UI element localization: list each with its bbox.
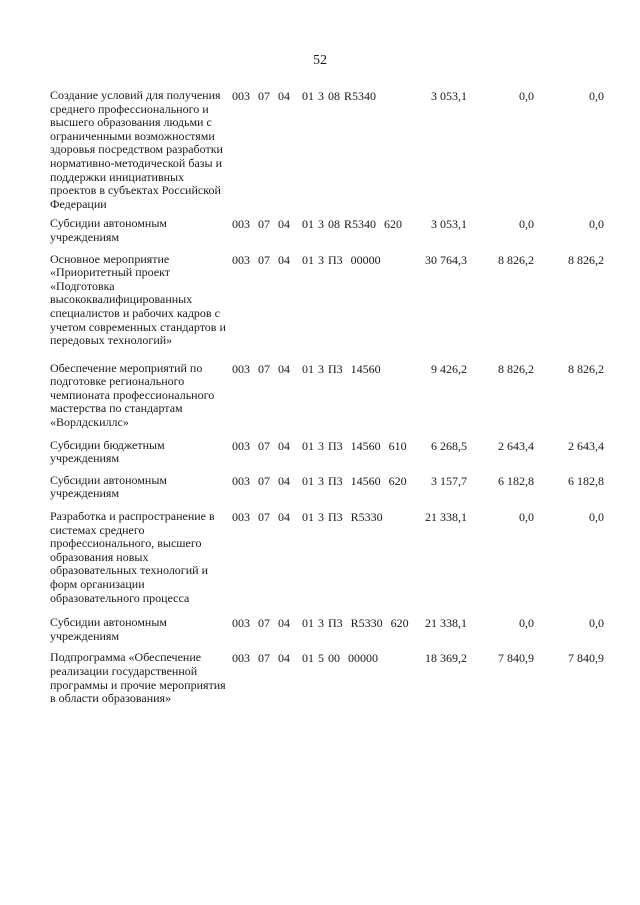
row-value-1: 3 053,1 — [431, 217, 467, 232]
row-value-1: 6 268,5 — [431, 438, 467, 453]
row-value-2: 7 840,9 — [498, 651, 534, 666]
row-value-1: 3 053,1 — [431, 89, 467, 103]
row-name: Субсидии автономным учреждениям — [50, 216, 167, 244]
row-value-1: 3 157,7 — [431, 473, 467, 488]
row-value-1: 21 338,1 — [425, 616, 467, 631]
row-code: 003 07 04 01 3 П3 00000 — [232, 252, 381, 267]
row-value-2: 0,0 — [519, 217, 534, 232]
row-name: Основное мероприятие «Приоритетный проект «Подготовка высококвалифицированных специалистов и рабочих кадров с учетом современных стандартов и передовых технологий» — [50, 251, 226, 348]
row-code: 003 07 04 01 5 00 00000 — [232, 651, 378, 666]
row-name: Субсидии автономным учреждениям — [50, 472, 167, 501]
row-value-1: 21 338,1 — [425, 510, 467, 525]
row-value-2: 0,0 — [519, 510, 534, 525]
row-value-3: 0,0 — [589, 616, 604, 631]
row-name: Создание условий для получения среднего профессионального и высшего образования людьми с ограниченными возможностями здоровья посредством разработки нормативно-методической базы и поддержки инициативных проектов в субъектах Российской Федерации — [50, 88, 223, 211]
row-code: 003 07 04 01 3 08 R5340 — [232, 89, 377, 103]
row-value-3: 0,0 — [589, 217, 604, 232]
row-name: Разработка и распространение в системах среднего профессионального, высшего образования новых образовательных технологий и форм организации образовательного процесса — [50, 509, 215, 605]
budget-table — [50, 89, 620, 714]
row-value-2: 0,0 — [519, 89, 534, 103]
row-name: Обеспечение мероприятий по подготовке регионального чемпионата профессионального мастерства по стандартам «Ворлдскиллс» — [50, 360, 215, 430]
table-row — [50, 439, 620, 466]
table-row — [50, 362, 620, 430]
row-value-2: 2 643,4 — [498, 438, 534, 453]
table-row — [50, 510, 620, 605]
row-name: Субсидии бюджетным учреждениям — [50, 437, 165, 466]
table-row — [50, 217, 620, 244]
row-code: 003 07 04 01 3 П3 R5330 620 — [232, 616, 409, 631]
row-code: 003 07 04 01 3 П3 14560 620 — [232, 473, 407, 488]
row-value-3: 8 826,2 — [568, 361, 604, 376]
row-name: Субсидии автономным учреждениям — [50, 615, 167, 643]
row-code: 003 07 04 01 3 П3 14560 — [232, 361, 381, 376]
row-value-3: 2 643,4 — [568, 438, 604, 453]
row-value-3: 0,0 — [589, 510, 604, 525]
row-value-2: 6 182,8 — [498, 473, 534, 488]
page-number: 52 — [313, 53, 327, 68]
row-value-3: 7 840,9 — [568, 651, 604, 666]
row-value-3: 8 826,2 — [568, 252, 604, 267]
table-row — [50, 616, 620, 643]
row-value-1: 18 369,2 — [425, 651, 467, 666]
row-value-1: 9 426,2 — [431, 361, 467, 376]
row-code: 003 07 04 01 3 08 R5340 620 — [232, 217, 403, 232]
row-code: 003 07 04 01 3 П3 14560 610 — [232, 438, 407, 453]
table-row — [50, 651, 620, 705]
row-code: 003 07 04 01 3 П3 R5330 — [232, 510, 383, 525]
row-value-2: 8 826,2 — [498, 252, 534, 267]
row-value-3: 6 182,8 — [568, 473, 604, 488]
row-value-3: 0,0 — [589, 89, 604, 103]
table-row — [50, 253, 620, 348]
table-row — [50, 89, 620, 211]
table-row — [50, 474, 620, 501]
row-value-2: 0,0 — [519, 616, 534, 631]
row-value-2: 8 826,2 — [498, 361, 534, 376]
row-value-1: 30 764,3 — [425, 252, 467, 267]
row-name: Подпрограмма «Обеспечение реализации государственной программы и прочие мероприятия в области образования» — [50, 650, 226, 706]
